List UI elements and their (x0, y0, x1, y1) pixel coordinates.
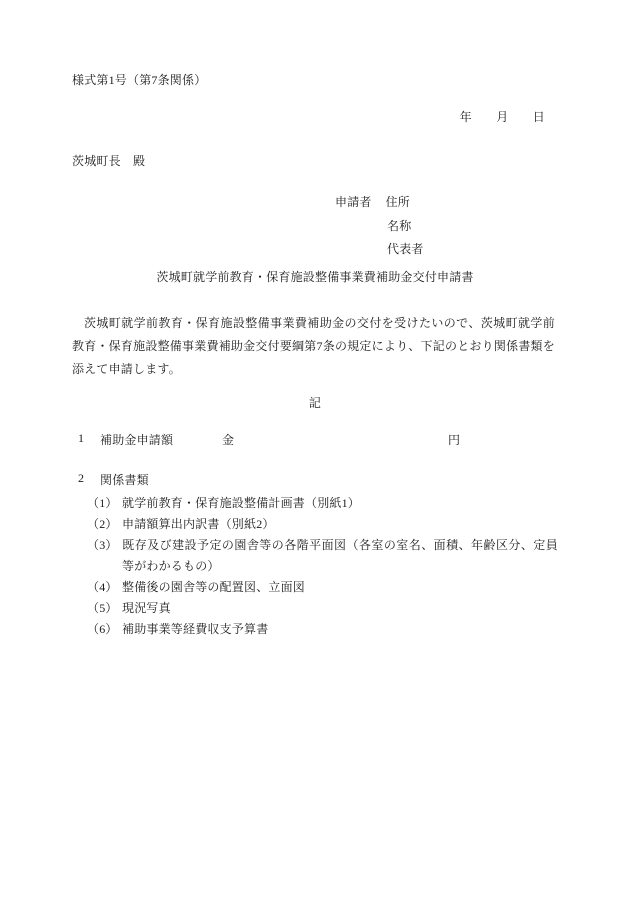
documents-section-number: 2 (78, 471, 85, 485)
applicant-row-address (335, 191, 424, 215)
document-item-5-number: （5） (87, 601, 118, 615)
document-item-5 (87, 598, 558, 619)
addressee: 茨城町長 殿 (72, 154, 146, 168)
body-paragraph: 茨城町就学前教育・保育施設整備事業費補助金の交付を受けたいので、茨城町就学前教育・保育施設整備事業費補助金交付要綱第7条の規定により、下記のとおり関係書類を添えて申請します。 (72, 316, 555, 376)
subsidy-amount-row (78, 431, 578, 451)
document-item-3-number: （3） (87, 538, 118, 552)
document-title: 茨城町就学前教育・保育施設整備事業費補助金交付申請書 (156, 270, 474, 284)
applicant-field-address: 住所 (385, 195, 411, 209)
amount-section-number: 1 (78, 431, 85, 445)
document-item-2-text: 申請額算出内訳書（別紙2） (122, 517, 275, 531)
amount-prefix: 金 (222, 433, 235, 447)
applicant-block (335, 191, 424, 262)
documents-section-label: 関係書類 (100, 473, 149, 487)
form-number: 様式第1号（第7条関係） (72, 73, 207, 87)
applicant-field-name: 名称 (387, 218, 412, 233)
document-item-1-text: 就学前教育・保育施設整備計画書（別紙1） (122, 496, 361, 510)
document-item-2 (87, 514, 558, 535)
document-list (87, 493, 558, 640)
document-item-4-number: （4） (87, 580, 118, 594)
document-item-4-text: 整備後の園舎等の配置図、立面図 (122, 580, 306, 594)
document-item-4 (87, 577, 558, 598)
related-documents-header (78, 471, 578, 491)
applicant-field-representative: 代表者 (387, 242, 424, 256)
document-item-3-text: 既存及び建設予定の園舎等の各階平面図（各室の室名、面積、年齢区分、定員等がわかるもの） (122, 538, 558, 573)
document-item-1-number: （1） (87, 496, 118, 510)
document-item-5-text: 現況写真 (122, 601, 171, 615)
amount-suffix: 円 (448, 433, 461, 447)
document-item-6-text: 補助事業等経費収支予算書 (122, 622, 269, 636)
document-item-1 (87, 493, 558, 514)
document-item-3 (87, 535, 558, 577)
document-item-6-number: （6） (87, 622, 118, 636)
document-item-6 (87, 619, 558, 640)
record-marker: 記 (308, 396, 322, 410)
amount-section-label: 補助金申請額 (100, 433, 174, 447)
applicant-label: 申請者 (335, 195, 372, 209)
date-line: 年 月 日 (459, 110, 545, 124)
document-item-2-number: （2） (87, 517, 118, 531)
